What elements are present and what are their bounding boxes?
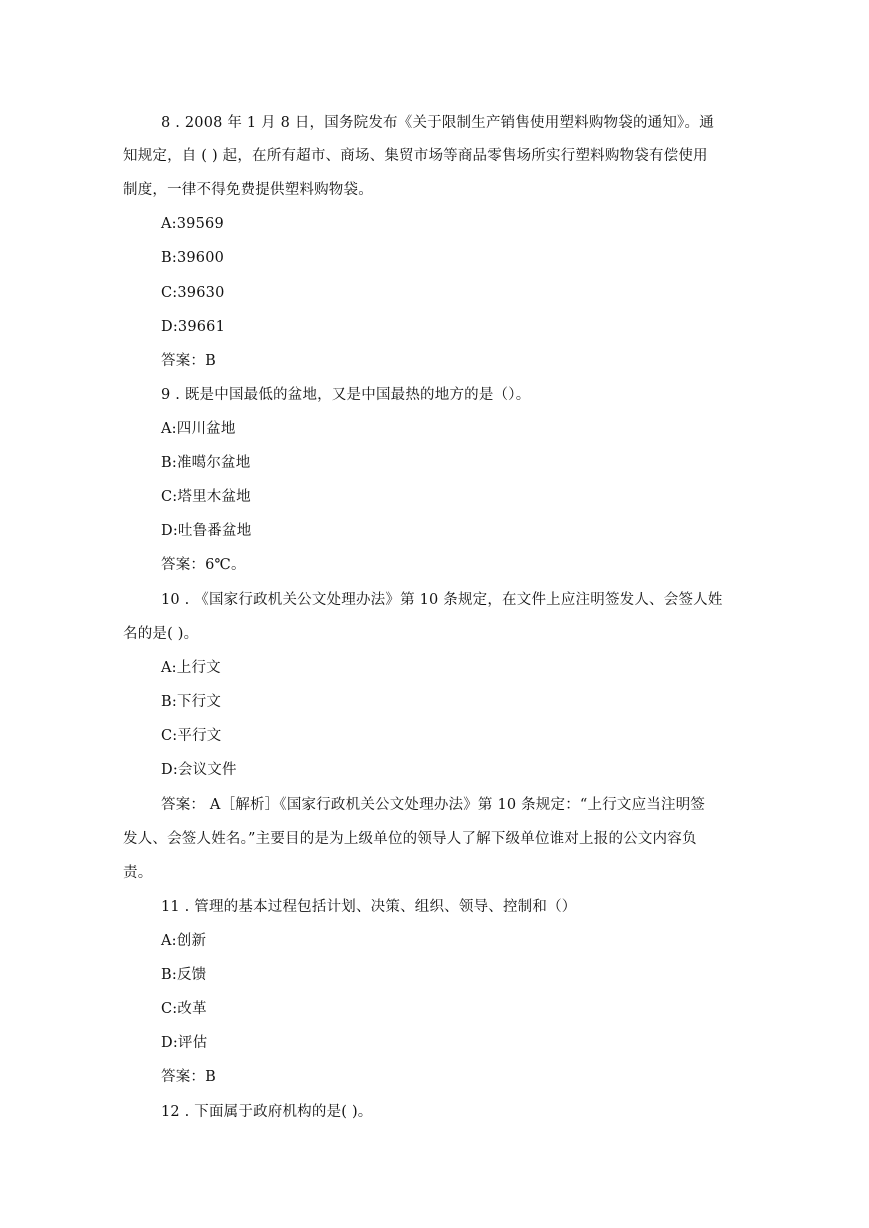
question-11-option-c: C:改革	[161, 1001, 207, 1017]
question-9-answer: 答案：6℃。	[161, 557, 246, 573]
question-9-option-c: C:塔里木盆地	[161, 489, 251, 505]
question-10-option-a: A:上行文	[161, 660, 221, 676]
question-10-option-b: B:下行文	[161, 694, 222, 710]
question-8-option-b: B:39600	[161, 250, 225, 266]
question-9-text-line-1: 9 . 既是中国最低的盆地，又是中国最热的地方的是（）。	[161, 387, 531, 403]
question-11-text-line-1: 11 . 管理的基本过程包括计划、决策、组织、领导、控制和（）	[161, 899, 577, 915]
question-8-text-line-2: 知规定，自 ( ) 起，在所有超市、商场、集贸市场等商品零售场所实行塑料购物袋有偿使用	[123, 148, 708, 164]
question-11-option-d: D:评估	[161, 1035, 208, 1051]
question-11-option-b: B:反馈	[161, 967, 207, 983]
question-11-option-a: A:创新	[161, 933, 207, 949]
question-9-option-d: D:吐鲁番盆地	[161, 523, 252, 539]
question-10-answer-line-1: 答案： A［解析］《国家行政机关公文处理办法》第 10 条规定：“上行文应当注明签	[161, 797, 706, 813]
question-8-answer: 答案：B	[161, 353, 216, 369]
question-10-option-d: D:会议文件	[161, 762, 237, 778]
question-8-text-line-3: 制度，一律不得免费提供塑料购物袋。	[123, 182, 373, 198]
question-8-option-c: C:39630	[161, 285, 225, 301]
question-10-text-line-2: 名的是( )。	[123, 626, 199, 642]
question-12-text-line-1: 12 . 下面属于政府机构的是( )。	[161, 1104, 373, 1120]
question-8-option-a: A:39569	[161, 216, 224, 232]
question-8-text-line-1: 8 . 2008 年 1 月 8 日，国务院发布《关于限制生产销售使用塑料购物袋的通知》。通	[161, 115, 714, 131]
question-11-answer: 答案：B	[161, 1069, 216, 1085]
question-10-answer-line-3: 责。	[123, 865, 153, 881]
question-8-option-d: D:39661	[161, 319, 226, 335]
question-9-option-a: A:四川盆地	[161, 421, 236, 437]
question-9-option-b: B:准噶尔盆地	[161, 455, 251, 471]
question-10-option-c: C:平行文	[161, 728, 222, 744]
question-10-answer-line-2: 发人、会签人姓名。”主要目的是为上级单位的领导人了解下级单位谁对上报的公文内容负	[123, 831, 697, 847]
question-10-text-line-1: 10 . 《国家行政机关公文处理办法》第 10 条规定，在文件上应注明签发人、会签人姓	[161, 592, 723, 608]
